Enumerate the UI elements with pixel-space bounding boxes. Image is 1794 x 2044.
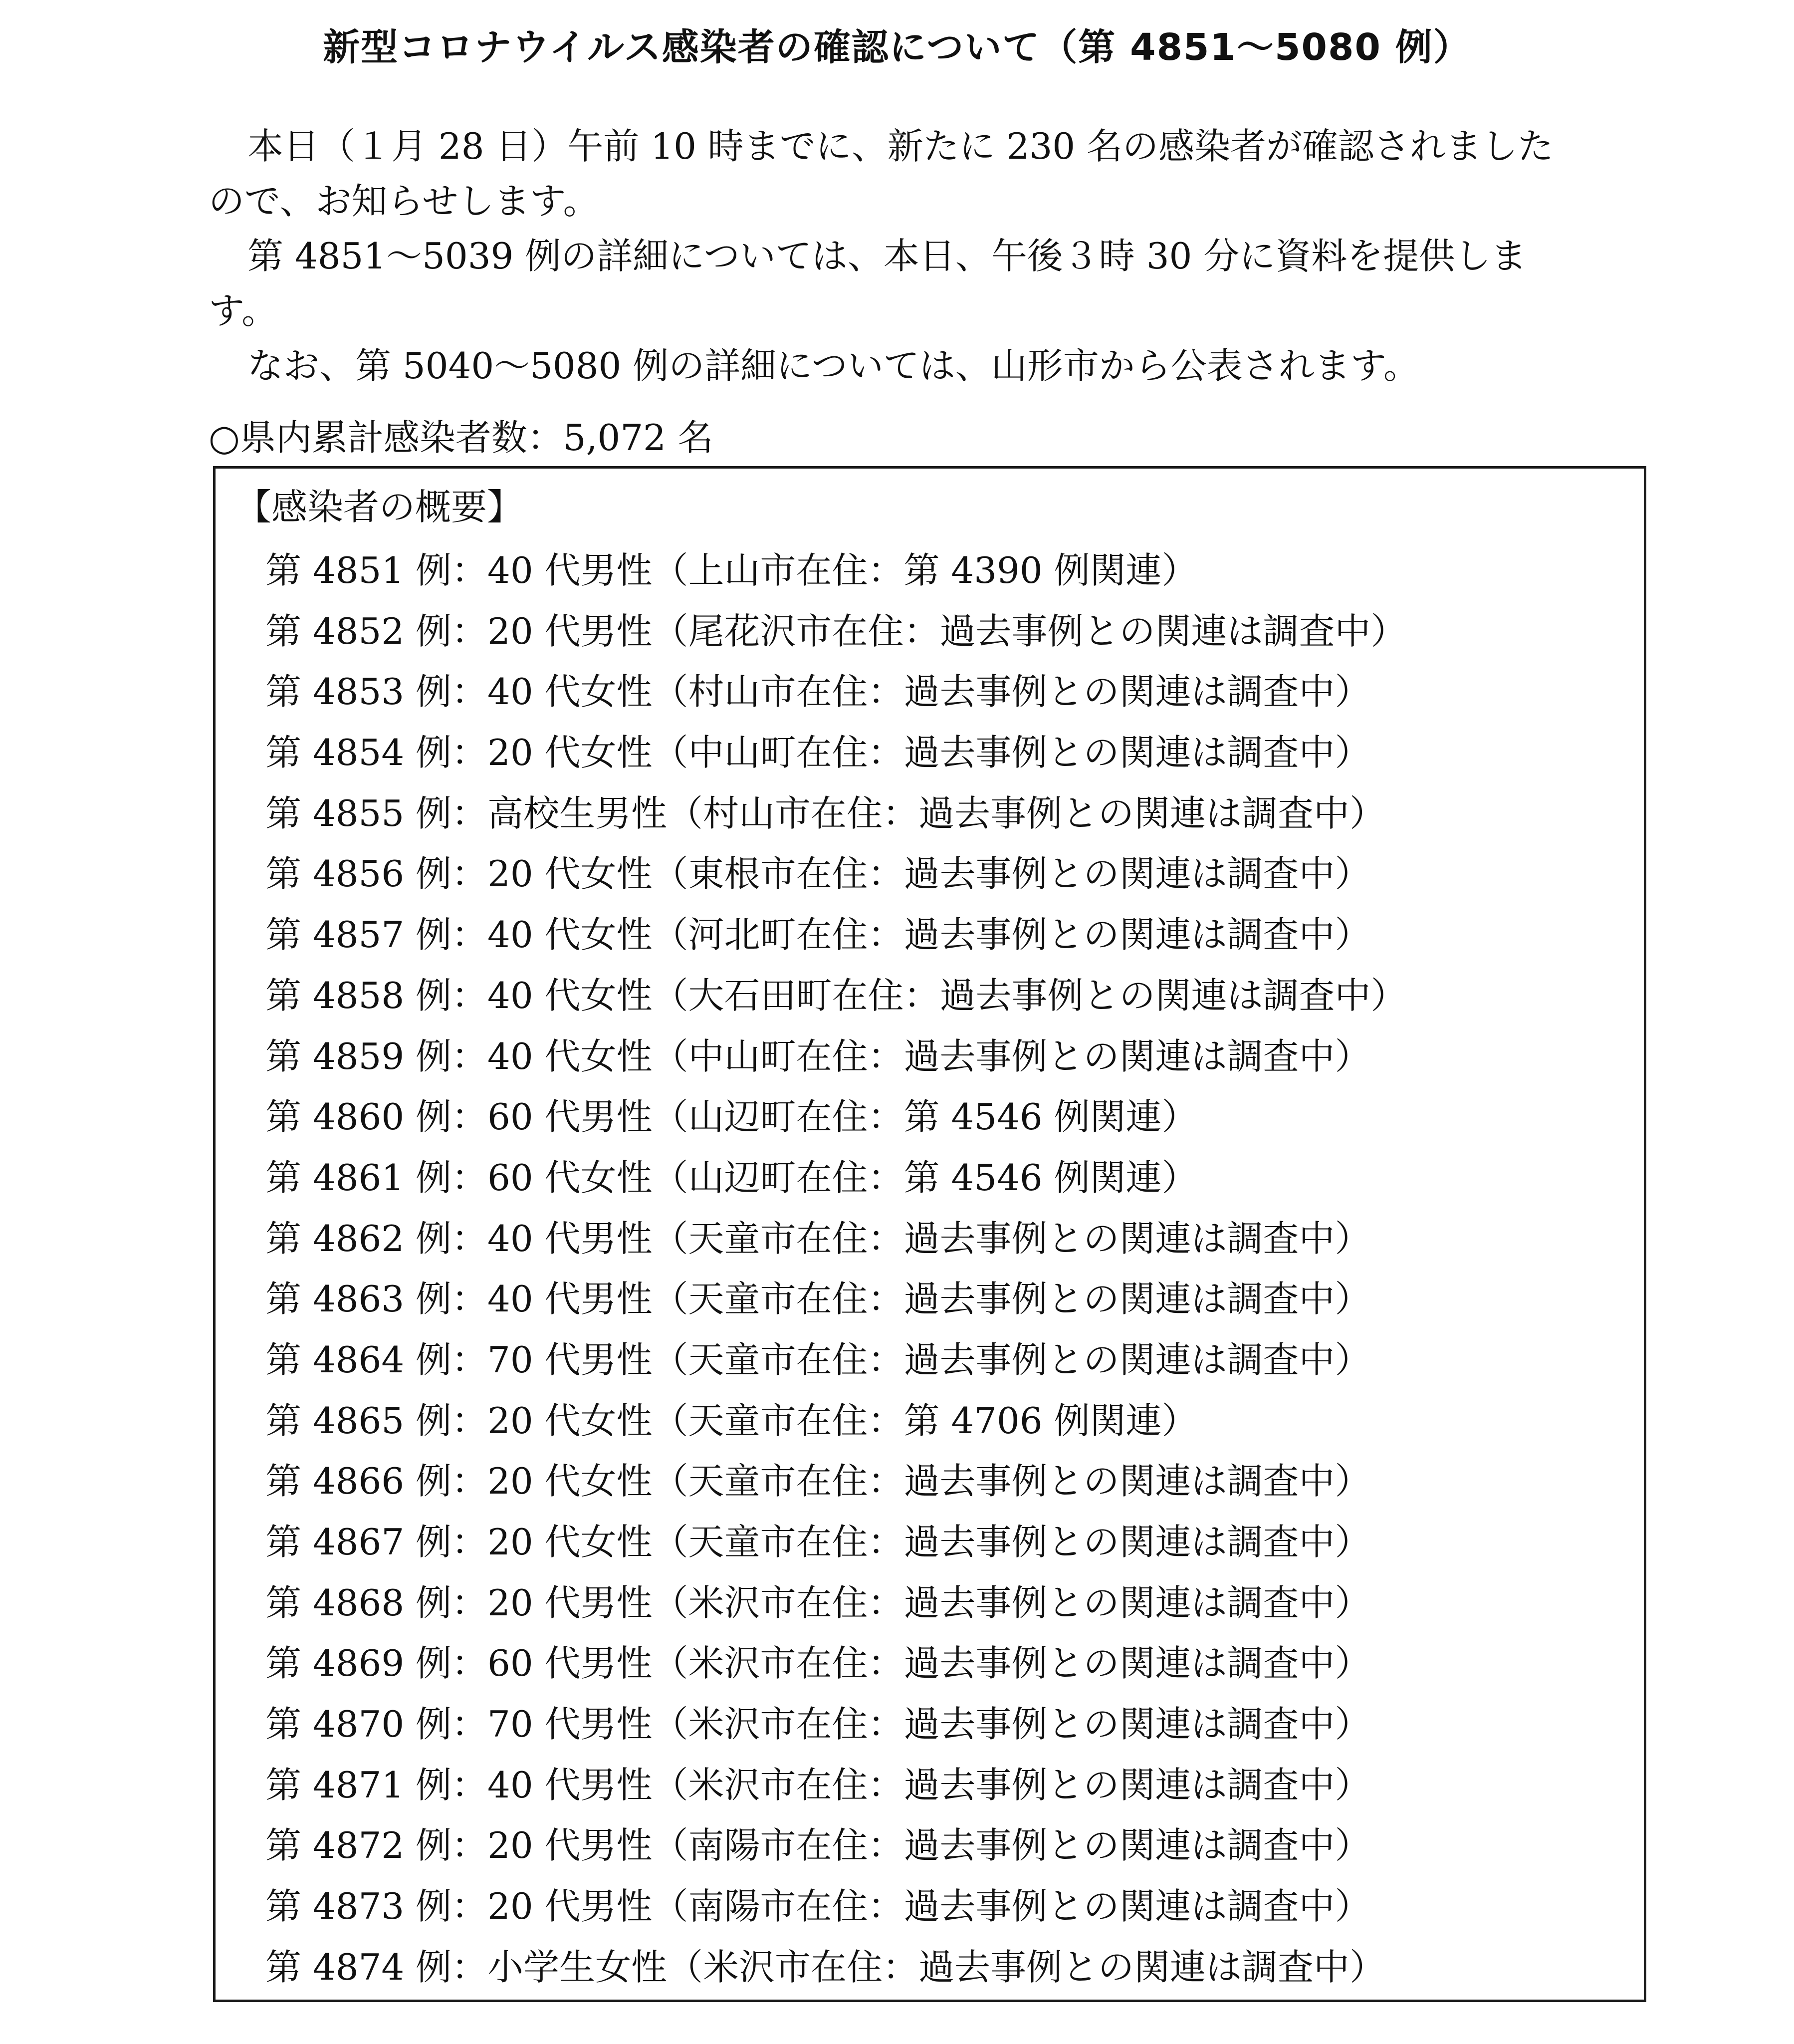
case-item: 第 4871 例：40 代男性（米沢市在住：過去事例との関連は調査中） bbox=[265, 1764, 1371, 1806]
case-item: 第 4853 例：40 代女性（村山市在住：過去事例との関連は調査中） bbox=[265, 671, 1371, 713]
document-title: 新型コロナウイルス感染者の確認について（第 4851～5080 例） bbox=[323, 26, 1471, 69]
case-item: 第 4864 例：70 代男性（天童市在住：過去事例との関連は調査中） bbox=[265, 1338, 1371, 1381]
case-item: 第 4865 例：20 代女性（天童市在住：第 4706 例関連） bbox=[265, 1399, 1198, 1442]
intro-paragraph-1: 本日（１月 28 日）午前 10 時までに、新たに 230 名の感染者が確認されましたので、お知らせします。 bbox=[209, 125, 1554, 222]
case-item: 第 4854 例：20 代女性（中山町在住：過去事例との関連は調査中） bbox=[265, 732, 1371, 774]
case-item: 第 4872 例：20 代男性（南陽市在住：過去事例との関連は調査中） bbox=[265, 1824, 1371, 1867]
case-item: 第 4858 例：40 代女性（大石田町在住：過去事例との関連は調査中） bbox=[265, 974, 1407, 1017]
intro-section bbox=[209, 119, 1585, 393]
case-item: 第 4870 例：70 代男性（米沢市在住：過去事例との関連は調査中） bbox=[265, 1703, 1371, 1746]
case-item: 第 4867 例：20 代女性（天童市在住：過去事例との関連は調査中） bbox=[265, 1521, 1371, 1563]
case-summary-box bbox=[213, 466, 1646, 2002]
case-item: 第 4859 例：40 代女性（中山町在住：過去事例との関連は調査中） bbox=[265, 1035, 1371, 1077]
intro-paragraph-3: なお、第 5040～5080 例の詳細については、山形市から公表されます。 bbox=[247, 345, 1420, 387]
case-item: 第 4863 例：40 代男性（天童市在住：過去事例との関連は調査中） bbox=[265, 1278, 1371, 1320]
case-item: 第 4861 例：60 代女性（山辺町在住：第 4546 例関連） bbox=[265, 1156, 1198, 1199]
case-item: 第 4862 例：40 代男性（天童市在住：過去事例との関連は調査中） bbox=[265, 1217, 1371, 1260]
case-item: 第 4869 例：60 代男性（米沢市在住：過去事例との関連は調査中） bbox=[265, 1642, 1371, 1685]
intro-paragraph-2: 第 4851～5039 例の詳細については、本日、午後３時 30 分に資料を提供します。 bbox=[209, 235, 1527, 332]
case-item: 第 4852 例：20 代男性（尾花沢市在住：過去事例との関連は調査中） bbox=[265, 610, 1407, 652]
case-item: 第 4856 例：20 代女性（東根市在住：過去事例との関連は調査中） bbox=[265, 853, 1371, 895]
case-item: 第 4855 例：高校生男性（村山市在住：過去事例との関連は調査中） bbox=[265, 792, 1386, 834]
case-item: 第 4866 例：20 代女性（天童市在住：過去事例との関連は調査中） bbox=[265, 1460, 1371, 1503]
summary-heading: 【感染者の概要】 bbox=[235, 486, 523, 528]
case-item: 第 4874 例：小学生女性（米沢市在住：過去事例との関連は調査中） bbox=[265, 1946, 1386, 1988]
case-item: 第 4857 例：40 代女性（河北町在住：過去事例との関連は調査中） bbox=[265, 914, 1371, 956]
case-item: 第 4860 例：60 代男性（山辺町在住：第 4546 例関連） bbox=[265, 1096, 1198, 1138]
cumulative-count: ○県内累計感染者数：5,072 名 bbox=[209, 417, 713, 459]
case-list bbox=[265, 540, 1407, 1998]
case-item: 第 4868 例：20 代男性（米沢市在住：過去事例との関連は調査中） bbox=[265, 1581, 1371, 1624]
case-item: 第 4851 例：40 代男性（上山市在住：第 4390 例関連） bbox=[265, 549, 1198, 591]
case-item: 第 4873 例：20 代男性（南陽市在住：過去事例との関連は調査中） bbox=[265, 1885, 1371, 1928]
